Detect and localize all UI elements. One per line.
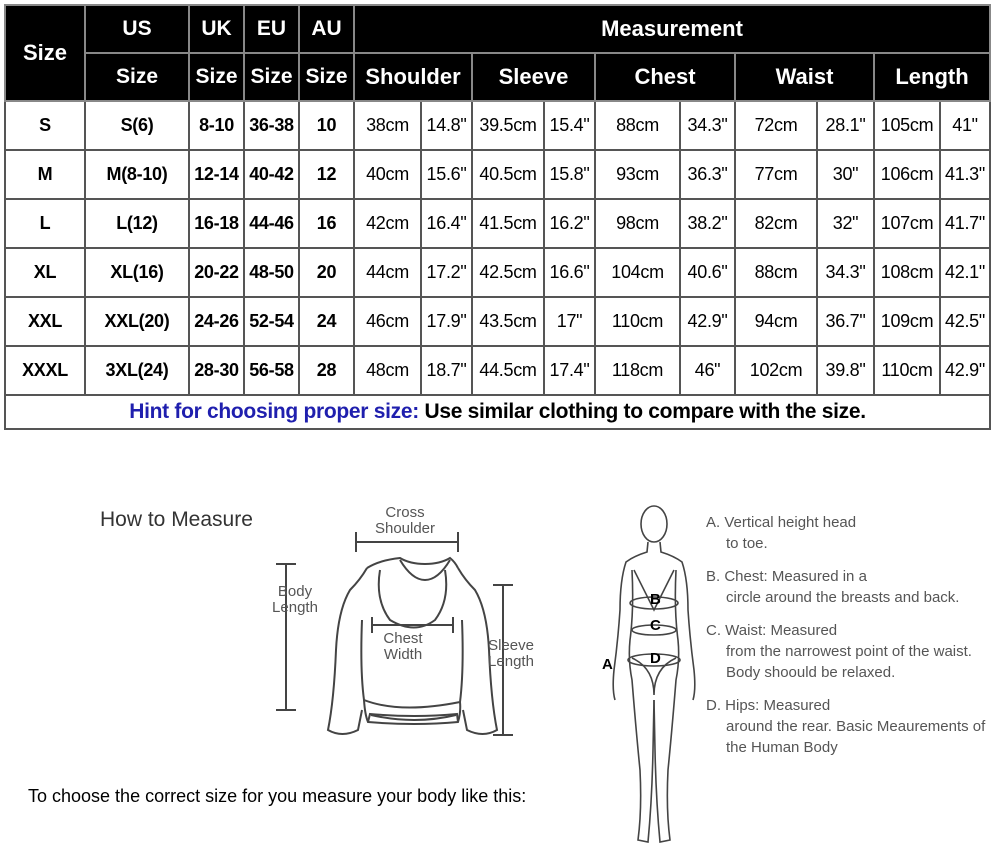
cell-length-in: 42.5" [940, 297, 990, 346]
header-shoulder: Shoulder [354, 53, 472, 101]
body-illustration [590, 500, 710, 860]
cell-length-cm: 108cm [874, 248, 940, 297]
cell-length-in: 41.7" [940, 199, 990, 248]
note-b-head: B. Chest: Measured in a [706, 568, 867, 585]
cell-sleeve-in: 17.4" [544, 346, 595, 395]
header-eu: EU [244, 5, 299, 53]
cell-shoulder-cm: 38cm [354, 101, 421, 150]
header-measurement: Measurement [354, 5, 990, 53]
note-a [706, 512, 996, 554]
header-chest: Chest [595, 53, 735, 101]
cell-chest-in: 36.3" [680, 150, 735, 199]
cross-shoulder-label-line2: Shoulder [374, 520, 436, 537]
cell-shoulder-cm: 42cm [354, 199, 421, 248]
cell-sleeve-cm: 44.5cm [472, 346, 544, 395]
cell-eu-size: 48-50 [244, 248, 299, 297]
cell-sleeve-cm: 41.5cm [472, 199, 544, 248]
cell-chest-cm: 93cm [595, 150, 680, 199]
cell-chest-in: 34.3" [680, 101, 735, 150]
cell-uk-size: 16-18 [189, 199, 244, 248]
choose-size-text: To choose the correct size for you measure your body like this: [28, 786, 527, 806]
cell-waist-in: 34.3" [817, 248, 874, 297]
hint-text: Use similar clothing to compare with the size. [424, 400, 866, 423]
cell-length-cm: 105cm [874, 101, 940, 150]
cell-au-size: 12 [299, 150, 354, 199]
hint-label: Hint for choosing proper size: [129, 400, 419, 423]
chest-width-label [368, 631, 438, 663]
cell-length-cm: 107cm [874, 199, 940, 248]
header-us-size: Size [85, 53, 189, 101]
figure-label-d: D [650, 650, 661, 667]
sleeve-length-label-line2: Length [488, 653, 534, 670]
cell-eu-size: 52-54 [244, 297, 299, 346]
note-d-body: around the rear. Basic Meaurements of the Human Body [726, 718, 986, 756]
cell-eu-size: 40-42 [244, 150, 299, 199]
cell-length-cm: 110cm [874, 346, 940, 395]
hint-row [5, 395, 990, 429]
cell-au-size: 20 [299, 248, 354, 297]
cell-length-in: 42.9" [940, 346, 990, 395]
header-eu-size: Size [244, 53, 299, 101]
note-d-head: D. Hips: Measured [706, 697, 831, 714]
cell-length-cm: 106cm [874, 150, 940, 199]
cell-uk-size: 8-10 [189, 101, 244, 150]
figure-label-a: A [602, 656, 613, 673]
cell-shoulder-in: 14.8" [421, 101, 472, 150]
cell-length-cm: 109cm [874, 297, 940, 346]
table-row [5, 248, 990, 297]
cell-waist-in: 30" [817, 150, 874, 199]
cell-shoulder-in: 18.7" [421, 346, 472, 395]
cell-sleeve-cm: 43.5cm [472, 297, 544, 346]
header-au: AU [299, 5, 354, 53]
header-uk-size: Size [189, 53, 244, 101]
cell-sleeve-in: 15.8" [544, 150, 595, 199]
cell-size: S [5, 101, 85, 150]
chest-width-label-line2: Width [383, 646, 423, 663]
cell-sleeve-in: 16.2" [544, 199, 595, 248]
cell-shoulder-cm: 40cm [354, 150, 421, 199]
how-to-measure-title: How to Measure [100, 508, 253, 531]
cell-chest-in: 40.6" [680, 248, 735, 297]
note-b [706, 566, 996, 608]
note-c-body: from the narrowest point of the waist. Body shoould be relaxed. [726, 643, 972, 681]
header-sleeve: Sleeve [472, 53, 595, 101]
note-c [706, 620, 996, 683]
note-a-body: to toe. [726, 535, 768, 552]
cell-sleeve-cm: 42.5cm [472, 248, 544, 297]
header-us: US [85, 5, 189, 53]
cell-eu-size: 56-58 [244, 346, 299, 395]
cell-sleeve-cm: 39.5cm [472, 101, 544, 150]
cell-us-size: M(8-10) [85, 150, 189, 199]
cell-shoulder-in: 16.4" [421, 199, 472, 248]
cell-chest-in: 42.9" [680, 297, 735, 346]
table-row [5, 297, 990, 346]
cross-shoulder-label [365, 505, 445, 537]
cell-waist-cm: 82cm [735, 199, 817, 248]
cell-chest-cm: 104cm [595, 248, 680, 297]
cell-chest-cm: 98cm [595, 199, 680, 248]
cell-size: XXXL [5, 346, 85, 395]
cell-uk-size: 24-26 [189, 297, 244, 346]
cell-au-size: 24 [299, 297, 354, 346]
header-waist: Waist [735, 53, 874, 101]
cell-size: L [5, 199, 85, 248]
body-length-label-line2: Length [272, 599, 318, 616]
sweater-illustration [250, 500, 550, 750]
cell-size: XXL [5, 297, 85, 346]
cell-waist-cm: 77cm [735, 150, 817, 199]
cell-au-size: 16 [299, 199, 354, 248]
table-row [5, 150, 990, 199]
body-length-label [260, 584, 330, 616]
cell-waist-cm: 94cm [735, 297, 817, 346]
cell-shoulder-cm: 44cm [354, 248, 421, 297]
cross-shoulder-label-line1: Cross [385, 504, 425, 521]
cell-shoulder-cm: 48cm [354, 346, 421, 395]
cell-shoulder-cm: 46cm [354, 297, 421, 346]
cell-waist-in: 36.7" [817, 297, 874, 346]
cell-au-size: 10 [299, 101, 354, 150]
figure-label-c: C [650, 617, 661, 634]
cell-waist-in: 28.1" [817, 101, 874, 150]
size-chart-table [4, 4, 991, 430]
note-c-head: C. Waist: Measured [706, 622, 838, 639]
sleeve-length-label-line1: Sleeve [488, 637, 534, 654]
cell-waist-cm: 72cm [735, 101, 817, 150]
cell-waist-in: 32" [817, 199, 874, 248]
body-figure [590, 500, 710, 860]
table-row [5, 199, 990, 248]
sweater-diagram [250, 500, 550, 750]
cell-chest-in: 46" [680, 346, 735, 395]
cell-us-size: S(6) [85, 101, 189, 150]
cell-uk-size: 12-14 [189, 150, 244, 199]
cell-au-size: 28 [299, 346, 354, 395]
cell-sleeve-in: 17" [544, 297, 595, 346]
body-length-label-line1: Body [277, 583, 313, 600]
cell-chest-in: 38.2" [680, 199, 735, 248]
cell-eu-size: 44-46 [244, 199, 299, 248]
cell-us-size: XXL(20) [85, 297, 189, 346]
cell-shoulder-in: 17.2" [421, 248, 472, 297]
cell-us-size: XL(16) [85, 248, 189, 297]
header-length: Length [874, 53, 990, 101]
cell-shoulder-in: 17.9" [421, 297, 472, 346]
sleeve-length-label [476, 638, 546, 670]
cell-chest-cm: 88cm [595, 101, 680, 150]
cell-uk-size: 28-30 [189, 346, 244, 395]
measurement-notes [706, 512, 996, 770]
cell-length-in: 41" [940, 101, 990, 150]
cell-shoulder-in: 15.6" [421, 150, 472, 199]
header-uk: UK [189, 5, 244, 53]
cell-chest-cm: 110cm [595, 297, 680, 346]
table-row [5, 346, 990, 395]
header-size: Size [5, 5, 85, 101]
note-b-body: circle around the breasts and back. [726, 589, 960, 606]
cell-eu-size: 36-38 [244, 101, 299, 150]
cell-waist-in: 39.8" [817, 346, 874, 395]
cell-sleeve-in: 16.6" [544, 248, 595, 297]
cell-length-in: 41.3" [940, 150, 990, 199]
cell-sleeve-cm: 40.5cm [472, 150, 544, 199]
cell-chest-cm: 118cm [595, 346, 680, 395]
cell-sleeve-in: 15.4" [544, 101, 595, 150]
note-a-head: A. Vertical height head [706, 514, 857, 531]
cell-us-size: 3XL(24) [85, 346, 189, 395]
cell-uk-size: 20-22 [189, 248, 244, 297]
cell-length-in: 42.1" [940, 248, 990, 297]
chest-width-label-line1: Chest [383, 630, 423, 647]
cell-waist-cm: 102cm [735, 346, 817, 395]
cell-us-size: L(12) [85, 199, 189, 248]
cell-size: XL [5, 248, 85, 297]
cell-size: M [5, 150, 85, 199]
hint-cell [5, 395, 990, 429]
note-d [706, 695, 996, 758]
cell-waist-cm: 88cm [735, 248, 817, 297]
figure-label-b: B [650, 591, 661, 608]
table-row [5, 101, 990, 150]
header-au-size: Size [299, 53, 354, 101]
